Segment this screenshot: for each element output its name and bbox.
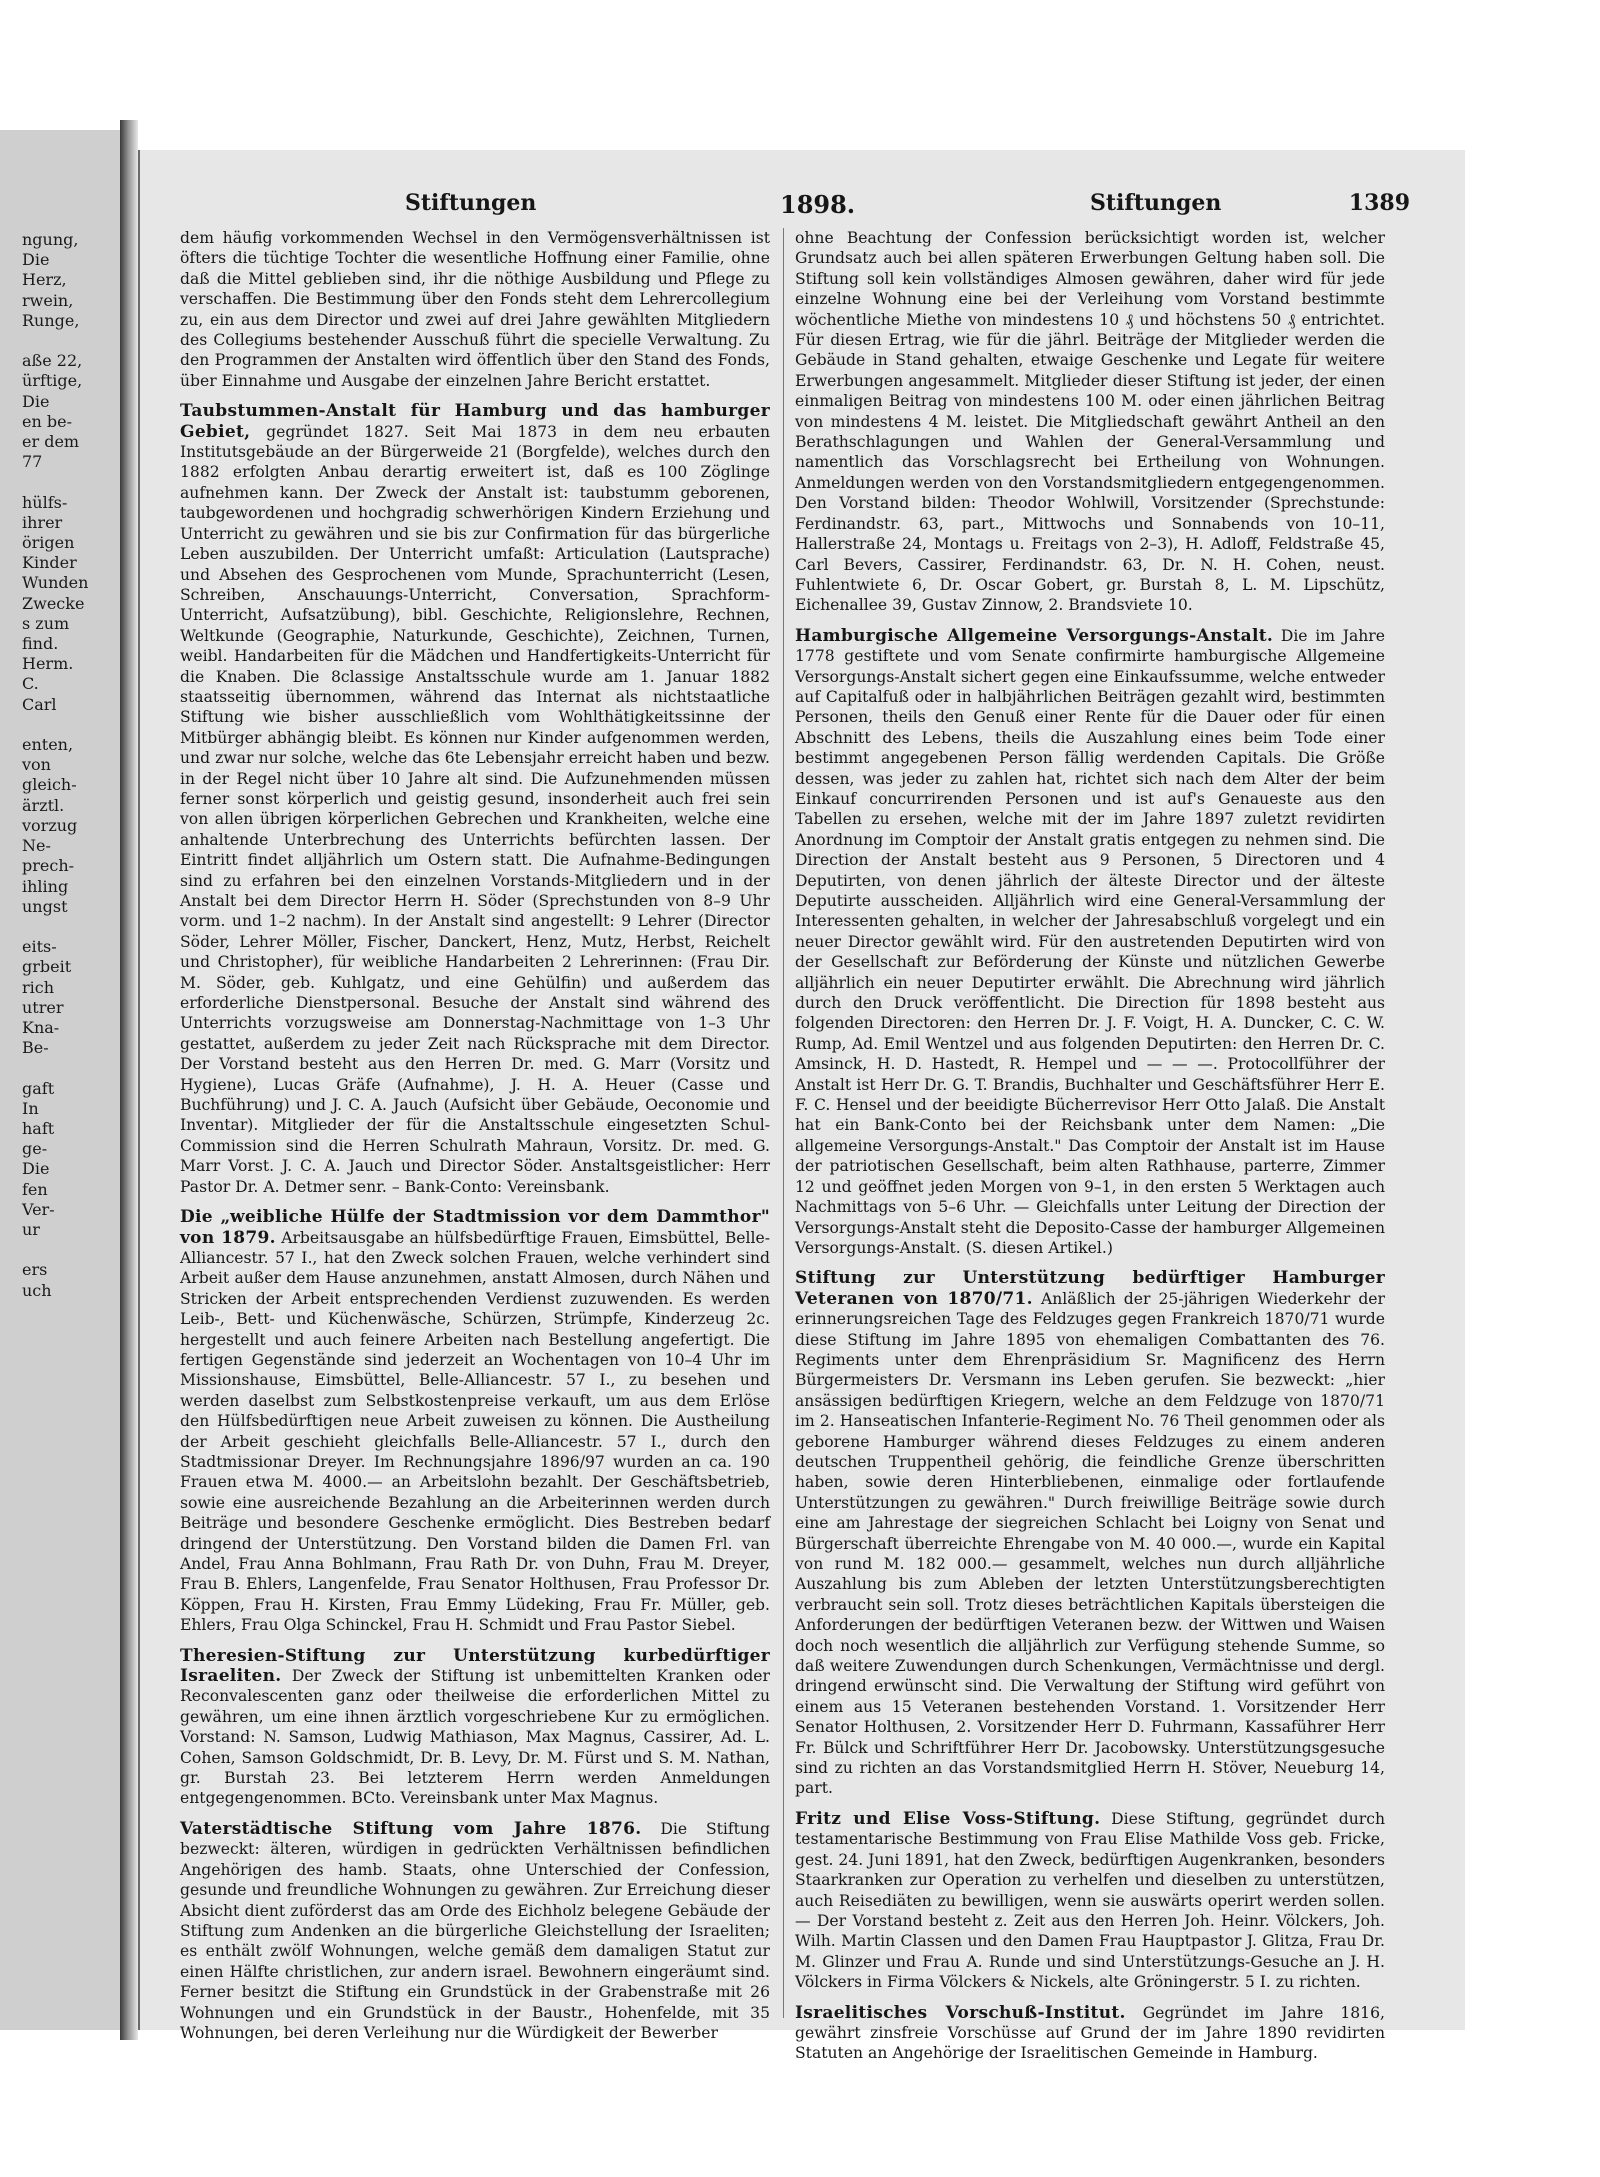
adjacent-page-fragment: Die xyxy=(22,250,50,270)
adjacent-page-fragment: ur xyxy=(22,1219,40,1239)
entry-text: Diese Stiftung, gegründet durch testamentarische Bestimmung von Frau Elise Mathilde Voss geb. Fricke, gest. 24. Juni 1891, hat den Zweck, bedürftigen Augenkranken, besonders Staarkranken zur Operation zu verhelfen und dieselben zu unterstützen, auch Reisediäten zu bewilligen, wenn sie auswärts operirt werden sollen. — Der Vorstand besteht z. Zeit aus den Herren Joh. Heinr. Völckers, Joh. Wilh. Martin Classen und den Damen Frau Hauptpastor J. Glitza, Frau Dr. M. Glinzer und Frau A. Runde und sind Unterstützungs-Gesuche an J. H. Völckers in Firma Völckers & Nickels, alte Gröningerstr. 5 I. zu richten. xyxy=(795,1809,1385,1992)
entry-text: gegründet 1827. Seit Mai 1873 in dem neu erbauten Institutsgebäude an der Bürgerweide 21 (Borgfelde), welches durch den 1882 erfolgten Anbau derartig erweitert ist, daß es 100 Zöglinge aufnehmen kann. Der Zweck der Anstalt ist: taubstumm geborenen, taubgewordenen und hochgradig schwerhörigen Kindern Erziehung und Unterricht zu gewähren und sie bis zur Confirmation für das bürgerliche Leben auszubilden. Der Unterricht umfaßt: Articulation (Lautsprache) und Absehen des Gesprochenen vom Munde, Sprachunterricht (Lesen, Schreiben, Anschauungs-Unterricht, Conversation, Sprachform-Unterricht, Aufsatzübung), bibl. Geschichte, Religionslehre, Rechnen, Weltkunde (Geographie, Naturkunde, Geschichte), Zeichnen, Turnen, weibl. Handarbeiten für die Mädchen und Handfertigkeits-Unterricht für die Knaben. Die 8classige Anstaltsschule wurde am 1. Januar 1882 staatsseitig übernommen, während das Internat als nichtstaatliche Stiftung wie bisher ausschließlich vom Wohlthätigkeitssinne der Mitbürger abhängig bleibt. Es können nur Kinder aufgenommen werden, und zwar nur solche, welche das 6te Lebensjahr erreicht haben und bezw. in der Regel nicht über 10 Jahre alt sind. Die Aufzunehmenden müssen ferner sonst körperlich und geistig gesund, insonderheit auch frei sein von allen übrigen körperlichen Gebrechen und Krankheiten, welche eine anhaltende Unterbrechung des Unterrichts befürchten lassen. Der Eintritt findet alljährlich um Ostern statt. Die Aufnahme-Bedingungen sind zu erfahren bei den einzelnen Vorstands-Mitgliedern und in der Anstalt bei dem Director Herrn H. Söder (Sprechstunden von 8–9 Uhr vorm. und 1–2 nachm). In der Anstalt sind angestellt: 9 Lehrer (Director Söder, Lehrer Möller, Fischer, Danckert, Henz, Mutz, Herbst, Reichelt und Christopher), für weibliche Handarbeiten 2 Lehrerinnen: (Frau Dir. M. Söder, geb. Kuhlgatz, und eine Gehülfin) und außerdem das erforderliche Dienstpersonal. Besuche der Anstalt sind während des Unterrichts vorzugsweise am Donnerstag-Nachmittage von 1–3 Uhr gestattet, außerdem zu jeder Zeit nach Rücksprache mit dem Director. Der Vorstand besteht aus den Herren Dr. med. G. Marr (Vorsitz und Hygiene), Lucas Gräfe (Aufnahme), J. H. A. Heuer (Casse und Buchführung) und J. C. A. Jauch (Aufsicht über Gebäude, Oeconomie und Inventar). Mitglieder der für die Anstaltsschule eingesetzten Schul-Commission sind die Herren Schulrath Mahraun, Vorsitz. Dr. med. G. Marr Vorst. J. C. A. Jauch und Director Söder. Anstaltsgeistlicher: Herr Pastor Dr. A. Detmer senr. – Bank-Conto: Vereinsbank. xyxy=(180,422,770,1196)
adjacent-page-fragment: von xyxy=(22,755,51,775)
page-number: 1389 xyxy=(1348,190,1410,216)
adjacent-page-fragment: er dem xyxy=(22,432,80,452)
entry-versorgungs-anstalt xyxy=(795,626,1385,1259)
adjacent-page-fragments xyxy=(22,230,88,1301)
adjacent-page-fragment xyxy=(22,331,88,351)
adjacent-page-fragment: s zum xyxy=(22,613,70,633)
entry-heading: Theresien-Stiftung zur Unterstützung kurbedürftiger Israeliten. xyxy=(180,1645,770,1687)
entry-voss-stiftung xyxy=(795,1809,1385,1993)
adjacent-page-fragment: Kinder xyxy=(22,553,77,573)
adjacent-page-fragment: Herm. xyxy=(22,654,74,674)
entry-heading: Die „weibliche Hülfe der Stadtmission vor dem Dammthor" von 1879. xyxy=(180,1207,770,1248)
adjacent-page-fragment: rich xyxy=(22,977,55,997)
running-head-left: Stiftungen xyxy=(405,190,537,216)
adjacent-page-fragment: örigen xyxy=(22,533,75,553)
right-column xyxy=(795,228,1385,2063)
adjacent-page-fragment: ihling xyxy=(22,876,69,896)
adjacent-page-fragment: find. xyxy=(22,634,59,654)
left-column-intro: dem häufig vorkommenden Wechsel in den Vermögensverhältnissen ist öfters die tüchtige Tochter die wesentliche Hoffnung einer Familie, ohne daß die Mittel geblieben sind, ihr die nöthige Ausbildung und Pflege zu verschaffen. Die Bestimmung über den Fonds steht dem Lehrercollegium zu, ein aus dem Director und zwei auf drei Jahre gewählten Mitgliedern des Collegiums bestehender Ausschuß führt die specielle Verwaltung. Zu den Programmen der Anstalten wird öffentlich über den Stand des Fonds, über Einnahme und Ausgabe der einzelnen Jahre Bericht erstattet. xyxy=(180,229,770,390)
running-head-year: 1898. xyxy=(780,190,856,219)
adjacent-page-fragment: Herz, xyxy=(22,270,67,290)
running-head xyxy=(275,190,1410,224)
entry-text: Gegründet im Jahre 1816, gewährt zinsfreie Vorschüsse auf Grund der im Jahre 1890 revidirten Statuten an Angehörige der Israelitischen Gemeinde in Hamburg. xyxy=(795,2003,1385,2063)
adjacent-page-fragment: ihrer xyxy=(22,512,63,532)
adjacent-page-fragment xyxy=(22,472,88,492)
entry-text: Arbeitsausgabe an hülfsbedürftige Frauen, Eimsbüttel, Belle-Alliancestr. 57 I., hat den Zweck solchen Frauen, welche verhindert sind Arbeit außer dem Hause anzunehmen, anstatt Almosen, durch Nähen und Stricken der Arbeit entsprechenden Verdienst zuzuwenden. Es werden Leib-, Bett- und Küchenwäsche, Schürzen, Strümpfe, Kinderzeug 2c. hergestellt und auch feinere Arbeiten nach Bestellung angefertigt. Die fertigen Gegenstände sind jederzeit an Wochentagen von 10–4 Uhr im Missionshause, Eimsbüttel, Belle-Alliancestr. 57 I., zu besehen und werden daselbst zum Selbstkostenpreise verkauft, um aus dem Erlöse den Hülfsbedürftigen neue Arbeit zuweisen zu können. Die Austheilung der Arbeit geschieht gleichfalls Belle-Alliancestr. 57 I., durch den Stadtmissionar Dreyer. Im Rechnungsjahre 1896/97 wurden an ca. 190 Frauen etwa M. 4000.— an Arbeitslohn bezahlt. Der Geschäftsbetrieb, sowie eine ausreichende Bezahlung an die Arbeiterinnen werden durch Beiträge und besondere Geschenke ermöglicht. Dies Bestreben bedarf dringend der Unterstützung. Den Vorstand bilden die Damen Frl. van Andel, Frau Anna Bohlmann, Frau Rath Dr. von Duhn, Frau M. Dreyer, Frau B. Ehlers, Langenfelde, Frau Senator Holthusen, Frau Professor Dr. Köppen, Frau H. Kirsten, Frau Emmy Lüdeking, Frau Fr. Müller, geb. Ehlers, Frau Olga Schinckel, Frau H. Schmidt und Frau Pastor Siebel. xyxy=(180,1228,770,1635)
adjacent-page-strip xyxy=(0,130,126,2030)
entry-weibliche-huelfe xyxy=(180,1207,770,1636)
adjacent-page-fragment: eits- xyxy=(22,937,57,957)
adjacent-page-fragment: ungst xyxy=(22,896,68,916)
adjacent-page-fragment: fen xyxy=(22,1179,48,1199)
adjacent-page-fragment xyxy=(22,1240,88,1260)
adjacent-page-fragment: Wunden xyxy=(22,573,89,593)
adjacent-page-fragment: aße 22, xyxy=(22,351,83,371)
entry-text: Der Zweck der Stiftung ist unbemittelten Kranken oder Reconvalescenten ganz oder theilweise die erforderlichen Mittel zu gewähren, um eine ihnen ärztlich vorgeschriebene Kur zu ermöglichen. Vorstand: N. Samson, Ludwig Mathiason, Max Magnus, Cassirer, Ad. L. Cohen, Samson Goldschmidt, Dr. B. Levy, Dr. M. Fürst und S. M. Nathan, gr. Burstah 23. Bei letzterem Herrn werden Anmeldungen entgegengenommen. BCto. Vereinsbank unter Max Magnus. xyxy=(180,1667,770,1808)
entry-heading: Taubstummen-Anstalt für Hamburg und das hamburger Gebiet, xyxy=(180,401,770,442)
left-column xyxy=(180,228,771,2042)
adjacent-page-fragment: en be- xyxy=(22,411,72,431)
running-head-right: Stiftungen xyxy=(1090,190,1222,216)
adjacent-page-fragment xyxy=(22,917,88,937)
adjacent-page-fragment: haft xyxy=(22,1118,55,1138)
adjacent-page-fragment: ürftige, xyxy=(22,371,83,391)
adjacent-page-fragment: Ne- xyxy=(22,836,51,856)
entry-theresien-stiftung xyxy=(180,1646,770,1809)
adjacent-page-fragment xyxy=(22,1058,88,1078)
adjacent-page-fragment xyxy=(22,715,88,735)
entry-heading: Fritz und Elise Voss-Stiftung. xyxy=(795,1808,1101,1829)
entry-heading: Vaterstädtische Stiftung vom Jahre 1876. xyxy=(180,1818,642,1839)
adjacent-page-fragment: gaft xyxy=(22,1078,55,1098)
adjacent-page-fragment: uch xyxy=(22,1280,52,1300)
adjacent-page-fragment: Die xyxy=(22,391,50,411)
entry-text: Anläßlich der 25-jährigen Wiederkehr der erinnerungsreichen Tage des Feldzuges gegen Frankreich 1870/71 wurde diese Stiftung im Jahre 1895 von ehemaligen Combattanten des 76. Regiments unter dem Ehrenpräsidium Sr. Magnificenz des Herrn Bürgermeisters Dr. Versmann ins Leben gerufen. Sie bezweckt: „hier ansässigen bedürftigen Kriegern, welche an dem Feldzuge von 1870/71 im 2. Hanseatischen Infanterie-Regiment No. 76 Theil genommen oder als geborene Hamburger während dieses Feldzuges zu einem anderen deutschen Truppentheil gehörig, die feindliche Grenze überschritten haben, sowie deren Hinterbliebenen, einmalige oder fortlaufende Unterstützungen zu gewähren." Durch freiwillige Beiträge sowie durch eine am Jahrestage der siegreichen Schlacht bei Loigny von Senat und Bürgerschaft überreichte Ehrengabe von M. 40 000.—, wurde ein Kapital von rund M. 182 000.— gesammelt, welches nun durch alljährliche Auszahlung bis zum Ableben der letzten Unterstützungsberechtigten verbraucht sein soll. Trotz dieses beträchtlichen Kapitals übersteigen die Anforderungen der bedürftigen Veteranen bezw. der Wittwen und Waisen doch noch wesentlich die alljährlich zur Verfügung stehende Summe, so daß weitere Zuwendungen durch Schenkungen, Vermächtnisse und dergl. dringend erwünscht sind. Die Verwaltung der Stiftung wird geführt von einem aus 15 Veteranen bestehenden Vorstand. 1. Vorsitzender Herr Senator Holthusen, 2. Vorsitzender Herr D. Fuhrmann, Kassaführer Herr Fr. Bülck und Schriftführer Herr Dr. Jacobowsky. Unterstützungsgesuche sind zu richten an das Vorstandsmitglied Herrn H. Stöver, Neueburg 14, part. xyxy=(795,1289,1385,1798)
adjacent-page-fragment: ge- xyxy=(22,1139,48,1159)
adjacent-page-fragment: prech- xyxy=(22,856,75,876)
adjacent-page-fragment: gleich- xyxy=(22,775,77,795)
entry-vaterstaedtische-stiftung xyxy=(180,1819,770,2043)
adjacent-page-fragment: rwein, xyxy=(22,290,74,310)
entry-text: Die im Jahre 1778 gestiftete und vom Senate confirmirte hamburgische Allgemeine Versorgungs-Anstalt sichert gegen eine Einkaufssumme, welche entweder auf Capitalfuß oder in halbjährlichen Beiträgen gezahlt wird, bestimmten Personen, theils den Genuß einer Rente für die Dauer oder für einen Abschnitt des Lebens, theils die Auszahlung eines beim Tode einer bestimmt angegebenen Person fällig werdenden Capitals. Die Größe dessen, was jeder zu zahlen hat, richtet sich nach dem Alter der beim Einkauf concurrirenden Personen und ist auf's Genaueste aus den Tabellen zu ersehen, welche mit der im Jahre 1897 zuletzt revidirten Anordnung im Comptoir der Anstalt gratis entgegen zu nehmen sind. Die Direction der Anstalt besteht aus 9 Personen, 5 Directoren und 4 Deputirten, von denen jährlich der älteste Director und der älteste Deputirte ausscheiden. Alljährlich wird eine General-Versammlung der Interessenten gehalten, in welcher der Jahresabschluß vorgelegt und ein neuer Director gewählt wird. Für den austretenden Deputirten wird von der Gesellschaft zur Beförderung der Künste und nützlichen Gewerbe alljährlich ein neuer Deputirter erwählt. Die Abrechnung wird jährlich durch den Druck veröffentlicht. Die Direction für 1898 besteht aus folgenden Directoren: den Herren Dr. J. F. Voigt, H. A. Duncker, C. C. W. Rump, Ad. Emil Wentzel und aus folgenden Deputirten: den Herren Dr. C. Amsinck, H. D. Hastedt, R. Hempel und — — —. Protocollführer der Anstalt ist Herr Dr. G. T. Brandis, Buchhalter und Geschäftsführer Herr E. F. C. Hensel und der beeidigte Bücherrevisor Herr Otto Jalaß. Die Anstalt hat ein Bank-Conto bei der Reichsbank unter dem Namen: „Die allgemeine Versorgungs-Anstalt." Das Comptoir der Anstalt ist im Hause der patriotischen Gesellschaft, beim alten Rathhause, parterre, Zimmer 12 und geöffnet jeden Morgen von 9–1, in den ersten 5 Werktagen auch Nachmittags von 5–6 Uhr. — Gleichfalls unter Leitung der Direction der Versorgungs-Anstalt steht die Deposito-Casse der hamburger Allgemeinen Versorgungs-Anstalt. (S. diesen Artikel.) xyxy=(795,626,1385,1257)
adjacent-page-fragment: Zwecke xyxy=(22,593,85,613)
column-divider xyxy=(783,228,784,2018)
entry-heading: Hamburgische Allgemeine Versorgungs-Anstalt. xyxy=(795,625,1274,646)
adjacent-page-fragment: utrer xyxy=(22,997,64,1017)
adjacent-page-fragment: Die xyxy=(22,1159,50,1179)
adjacent-page-fragment: hülfs- xyxy=(22,492,68,512)
entry-taubstummen-anstalt xyxy=(180,401,770,1197)
adjacent-page-fragment: grbeit xyxy=(22,957,72,977)
right-column-intro: ohne Beachtung der Confession berücksichtigt worden ist, welcher Grundsatz auch bei allen späteren Erwerbungen Geltung haben soll. Die Stiftung soll kein vollständiges Almosen gewähren, daher wird für jede einzelne Wohnung eine bei der Verleihung vom Vorstand bestimmte wöchentliche Miethe von mindestens 10 ₰ und höchstens 50 ₰ entrichtet. Für diesen Ertrag, wie für die jährl. Beiträge der Mitglieder werden die Gebäude in Stand gehalten, etwaige Geschenke und Legate für weitere Erwerbungen angesammelt. Mitglieder dieser Stiftung ist jeder, der einen einmaligen Beitrag von mindestens 100 M. oder einen jährlichen Beitrag von mindestens 4 M. leistet. Die Mitgliedschaft gewährt Antheil an den Berathschlagungen und Wahlen der General-Versammlung und namentlich das Vorschlagsrecht bei Ertheilung von Wohnungen. Anmeldungen werden von den Vorstandsmitgliedern entgegengenommen. Den Vorstand bilden: Theodor Wohlwill, Vorsitzender (Sprechstunde: Ferdinandstr. 63, part., Mittwochs und Sonnabends von 10–11, Hallerstraße 24, Montags u. Freitags von 2–3), H. Adloff, Feldstraße 45, Carl Bevers, Cassirer, Ferdinandstr. 63, Dr. N. H. Cohen, neust. Fuhlentwiete 6, Dr. Oscar Gobert, gr. Burstah 8, L. M. Lipschütz, Eichenallee 39, Gustav Zinnow, 2. Brandsviete 10. xyxy=(795,229,1385,615)
entry-vorschuss-institut xyxy=(795,2003,1385,2064)
adjacent-page-fragment: Kna- xyxy=(22,1017,60,1037)
book-gutter xyxy=(120,120,138,2040)
adjacent-page-fragment: C. xyxy=(22,674,39,694)
entry-heading: Israelitisches Vorschuß-Institut. xyxy=(795,2002,1126,2023)
entry-veteranen-stiftung xyxy=(795,1268,1385,1799)
adjacent-page-fragment: Be- xyxy=(22,1038,49,1058)
adjacent-page-fragment: enten, xyxy=(22,735,74,755)
adjacent-page-fragment: Carl xyxy=(22,694,57,714)
adjacent-page-fragment: ärztl. xyxy=(22,795,65,815)
entry-text: Die Stiftung bezweckt: älteren, würdigen in gedrückten Verhältnissen befindlichen Angehörigen des hamb. Staats, ohne Unterschied der Confession, gesunde und freundliche Wohnungen zu gewähren. Zur Erreichung dieser Absicht dient zuförderst das am Orde des Eichholz belegene Gebäude der Stiftung zum Andenken an die bürgerliche Gleichstellung der Israeliten; es enthält zwölf Wohnungen, welche gemäß dem damaligen Statut zur einen Hälfte christlichen, zur andern israel. Bewohnern eingeräumt sind. Ferner besitzt die Stiftung ein Grundstück in der Grabenstraße mit 26 Wohnungen und ein Grundstück in der Baustr., Hohenfelde, mit 35 Wohnungen, bei deren Verleihung nur die Würdigkeit der Bewerber xyxy=(180,1819,771,2042)
adjacent-page-fragment: Runge, xyxy=(22,310,80,330)
adjacent-page-fragment: ers xyxy=(22,1260,48,1280)
entry-heading: Stiftung zur Unterstützung bedürftiger Hamburger Veteranen von 1870/71. xyxy=(795,1268,1385,1309)
adjacent-page-fragment: vorzug xyxy=(22,815,78,835)
adjacent-page-fragment: ngung, xyxy=(22,230,79,249)
adjacent-page-fragment: Ver- xyxy=(22,1199,55,1219)
adjacent-page-fragment: 77 xyxy=(22,452,43,472)
adjacent-page-fragment: In xyxy=(22,1098,39,1118)
